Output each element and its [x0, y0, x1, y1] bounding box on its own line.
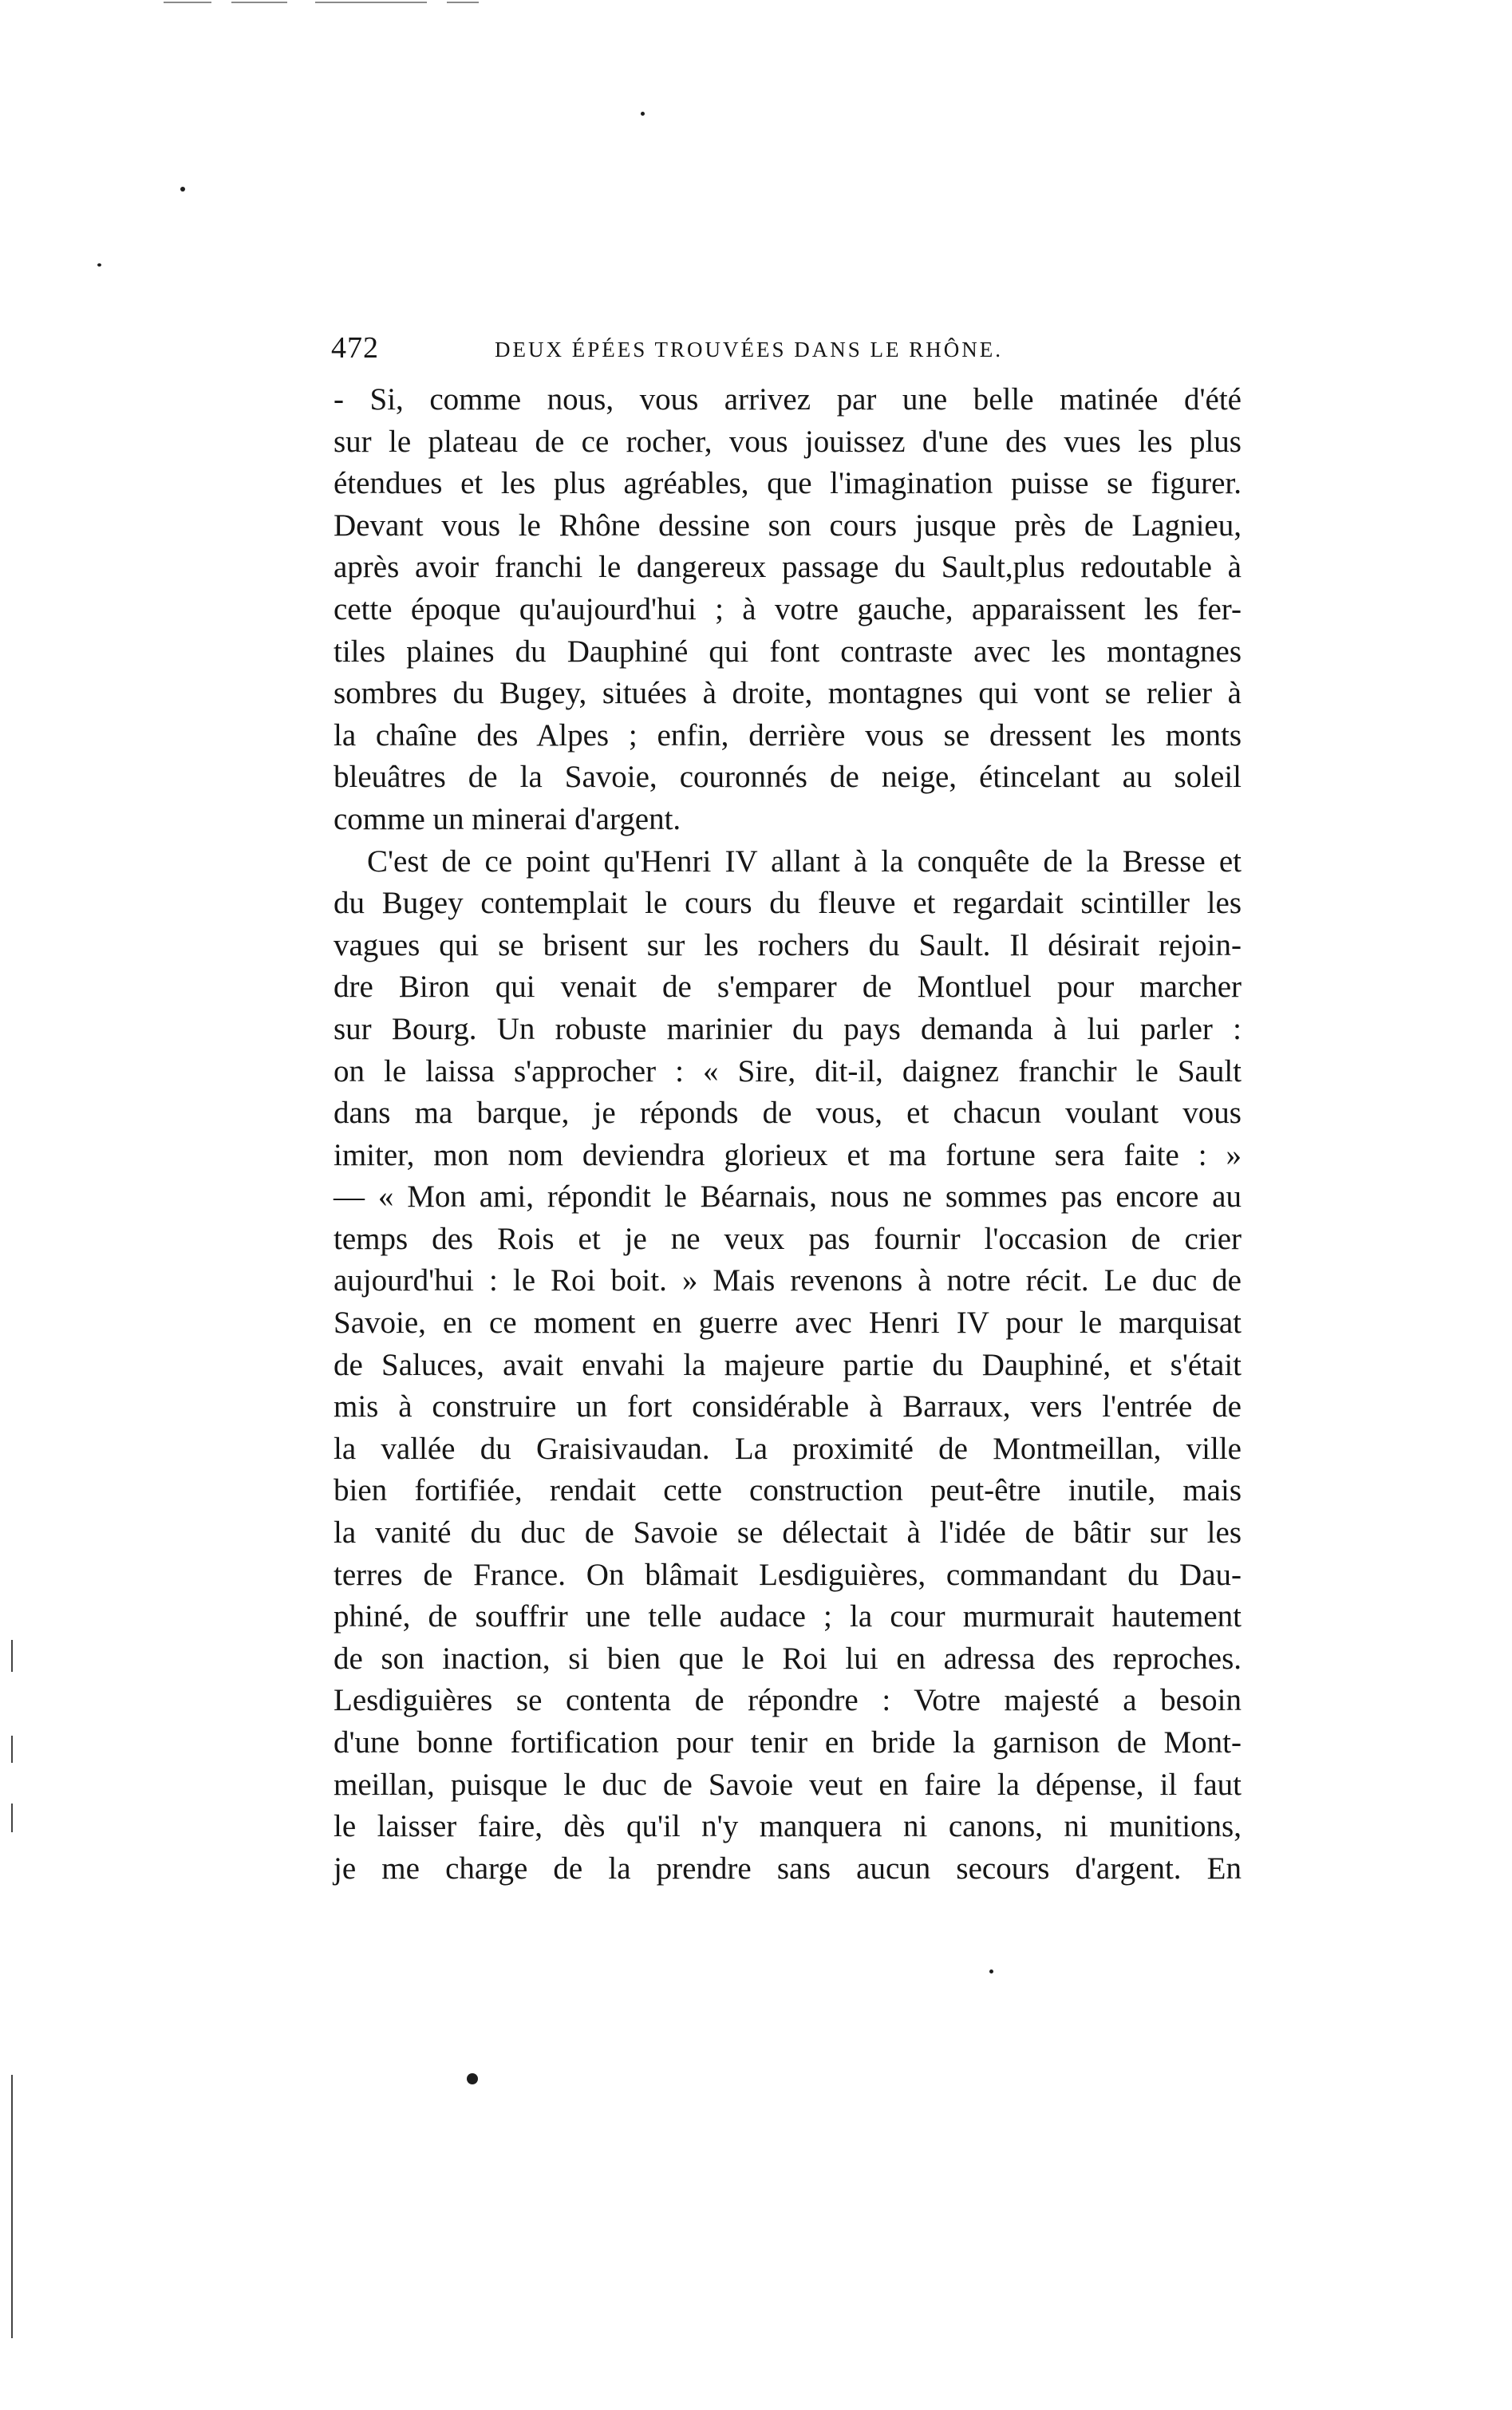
text-line: Devant vous le Rhône dessine son cours jusque près de Lagnieu, — [334, 508, 1242, 543]
text-line: terres de France. On blâmait Lesdiguières, commandant du Dau- — [334, 1557, 1242, 1592]
text-line: Savoie, en ce moment en guerre avec Henri IV pour le marquisat — [334, 1306, 1242, 1341]
text-line: meillan, puisque le duc de Savoie veut en faire la dépense, il faut — [334, 1767, 1242, 1802]
text-line: la vanité du duc de Savoie se délectait à l'idée de bâtir sur les — [334, 1515, 1242, 1551]
scan-edge-line — [11, 2075, 13, 2338]
text-line: bleuâtres de la Savoie, couronnés de neige, étincelant au soleil — [334, 760, 1242, 795]
ink-speck — [989, 1969, 993, 1973]
text-line: cette époque qu'aujourd'hui ; à votre gauche, apparaissent les fer- — [334, 591, 1242, 626]
text-line: — « Mon ami, répondit le Béarnais, nous ne sommes pas encore au — [334, 1179, 1242, 1215]
text-line: sur le plateau de ce rocher, vous jouissez d'une des vues les plus — [334, 424, 1242, 459]
text-line: après avoir franchi le dangereux passage du Sault,plus redoutable à — [334, 550, 1242, 585]
ink-speck — [641, 112, 645, 116]
text-line: la vallée du Graisivaudan. La proximité de Montmeillan, ville — [334, 1431, 1242, 1466]
text-line: de Saluces, avait envahi la majeure partie du Dauphiné, et s'était — [334, 1347, 1242, 1382]
text-line: le laisser faire, dès qu'il n'y manquera ni canons, ni munitions, — [334, 1809, 1242, 1844]
text-line: phiné, de souffrir une telle audace ; la cour murmurait hautement — [334, 1599, 1242, 1634]
ink-speck — [467, 2073, 478, 2084]
text-line: la chaîne des Alpes ; enfin, derrière vous se dressent les monts — [334, 717, 1242, 753]
text-line: aujourd'hui : le Roi boit. » Mais revenons à notre récit. Le duc de — [334, 1263, 1242, 1298]
text-line: dre Biron qui venait de s'emparer de Montluel pour marcher — [334, 970, 1242, 1005]
body-text — [334, 379, 1242, 1890]
scan-edge-line — [11, 1736, 13, 1763]
text-line: dans ma barque, je réponds de vous, et chacun voulant vous — [334, 1096, 1242, 1131]
text-line: Lesdiguières se contenta de répondre : Votre majesté a besoin — [334, 1683, 1242, 1718]
text-line: étendues et les plus agréables, que l'imagination puisse se figurer. — [334, 466, 1242, 501]
text-line: comme un minerai d'argent. — [334, 801, 681, 836]
text-line: C'est de ce point qu'Henri IV allant à la conquête de la Bresse et — [367, 844, 1242, 879]
page-number: 472 — [331, 331, 379, 365]
running-head — [331, 327, 1249, 369]
ink-speck — [180, 187, 185, 192]
text-line: je me charge de la prendre sans aucun secours d'argent. En — [334, 1851, 1242, 1886]
ink-speck — [97, 263, 101, 267]
text-line: imiter, mon nom deviendra glorieux et ma fortune sera faite : » — [334, 1137, 1242, 1172]
scan-mark-top — [231, 2, 287, 3]
text-line: d'une bonne fortification pour tenir en bride la garnison de Mont- — [334, 1725, 1242, 1760]
text-line: bien fortifiée, rendait cette construction peut-être inutile, mais — [334, 1473, 1242, 1508]
text-line: temps des Rois et je ne veux pas fournir l'occasion de crier — [334, 1221, 1242, 1256]
scan-mark-top — [315, 2, 427, 3]
text-line: du Bugey contemplait le cours du fleuve et regardait scintiller les — [334, 886, 1242, 921]
text-line: vagues qui se brisent sur les rochers du Sault. Il désirait rejoin- — [334, 927, 1242, 962]
scan-edge-line — [11, 1640, 13, 1672]
scan-mark-top — [164, 2, 211, 3]
running-title: DEUX ÉPÉES TROUVÉES DANS LE RHÔNE. — [495, 338, 1004, 362]
scan-edge-line — [11, 1804, 13, 1832]
text-line: mis à construire un fort considérable à Barraux, vers l'entrée de — [334, 1389, 1242, 1424]
text-line: tiles plaines du Dauphiné qui font contraste avec les montagnes — [334, 634, 1242, 669]
text-line: on le laissa s'approcher : « Sire, dit-il, daignez franchir le Sault — [334, 1053, 1242, 1088]
text-line: - Si, comme nous, vous arrivez par une belle matinée d'été — [334, 382, 1242, 417]
text-line: de son inaction, si bien que le Roi lui en adressa des reproches. — [334, 1641, 1242, 1676]
text-line: sur Bourg. Un robuste marinier du pays demanda à lui parler : — [334, 1011, 1242, 1046]
scan-mark-top — [447, 2, 479, 3]
text-line: sombres du Bugey, situées à droite, montagnes qui vont se relier à — [334, 676, 1242, 711]
